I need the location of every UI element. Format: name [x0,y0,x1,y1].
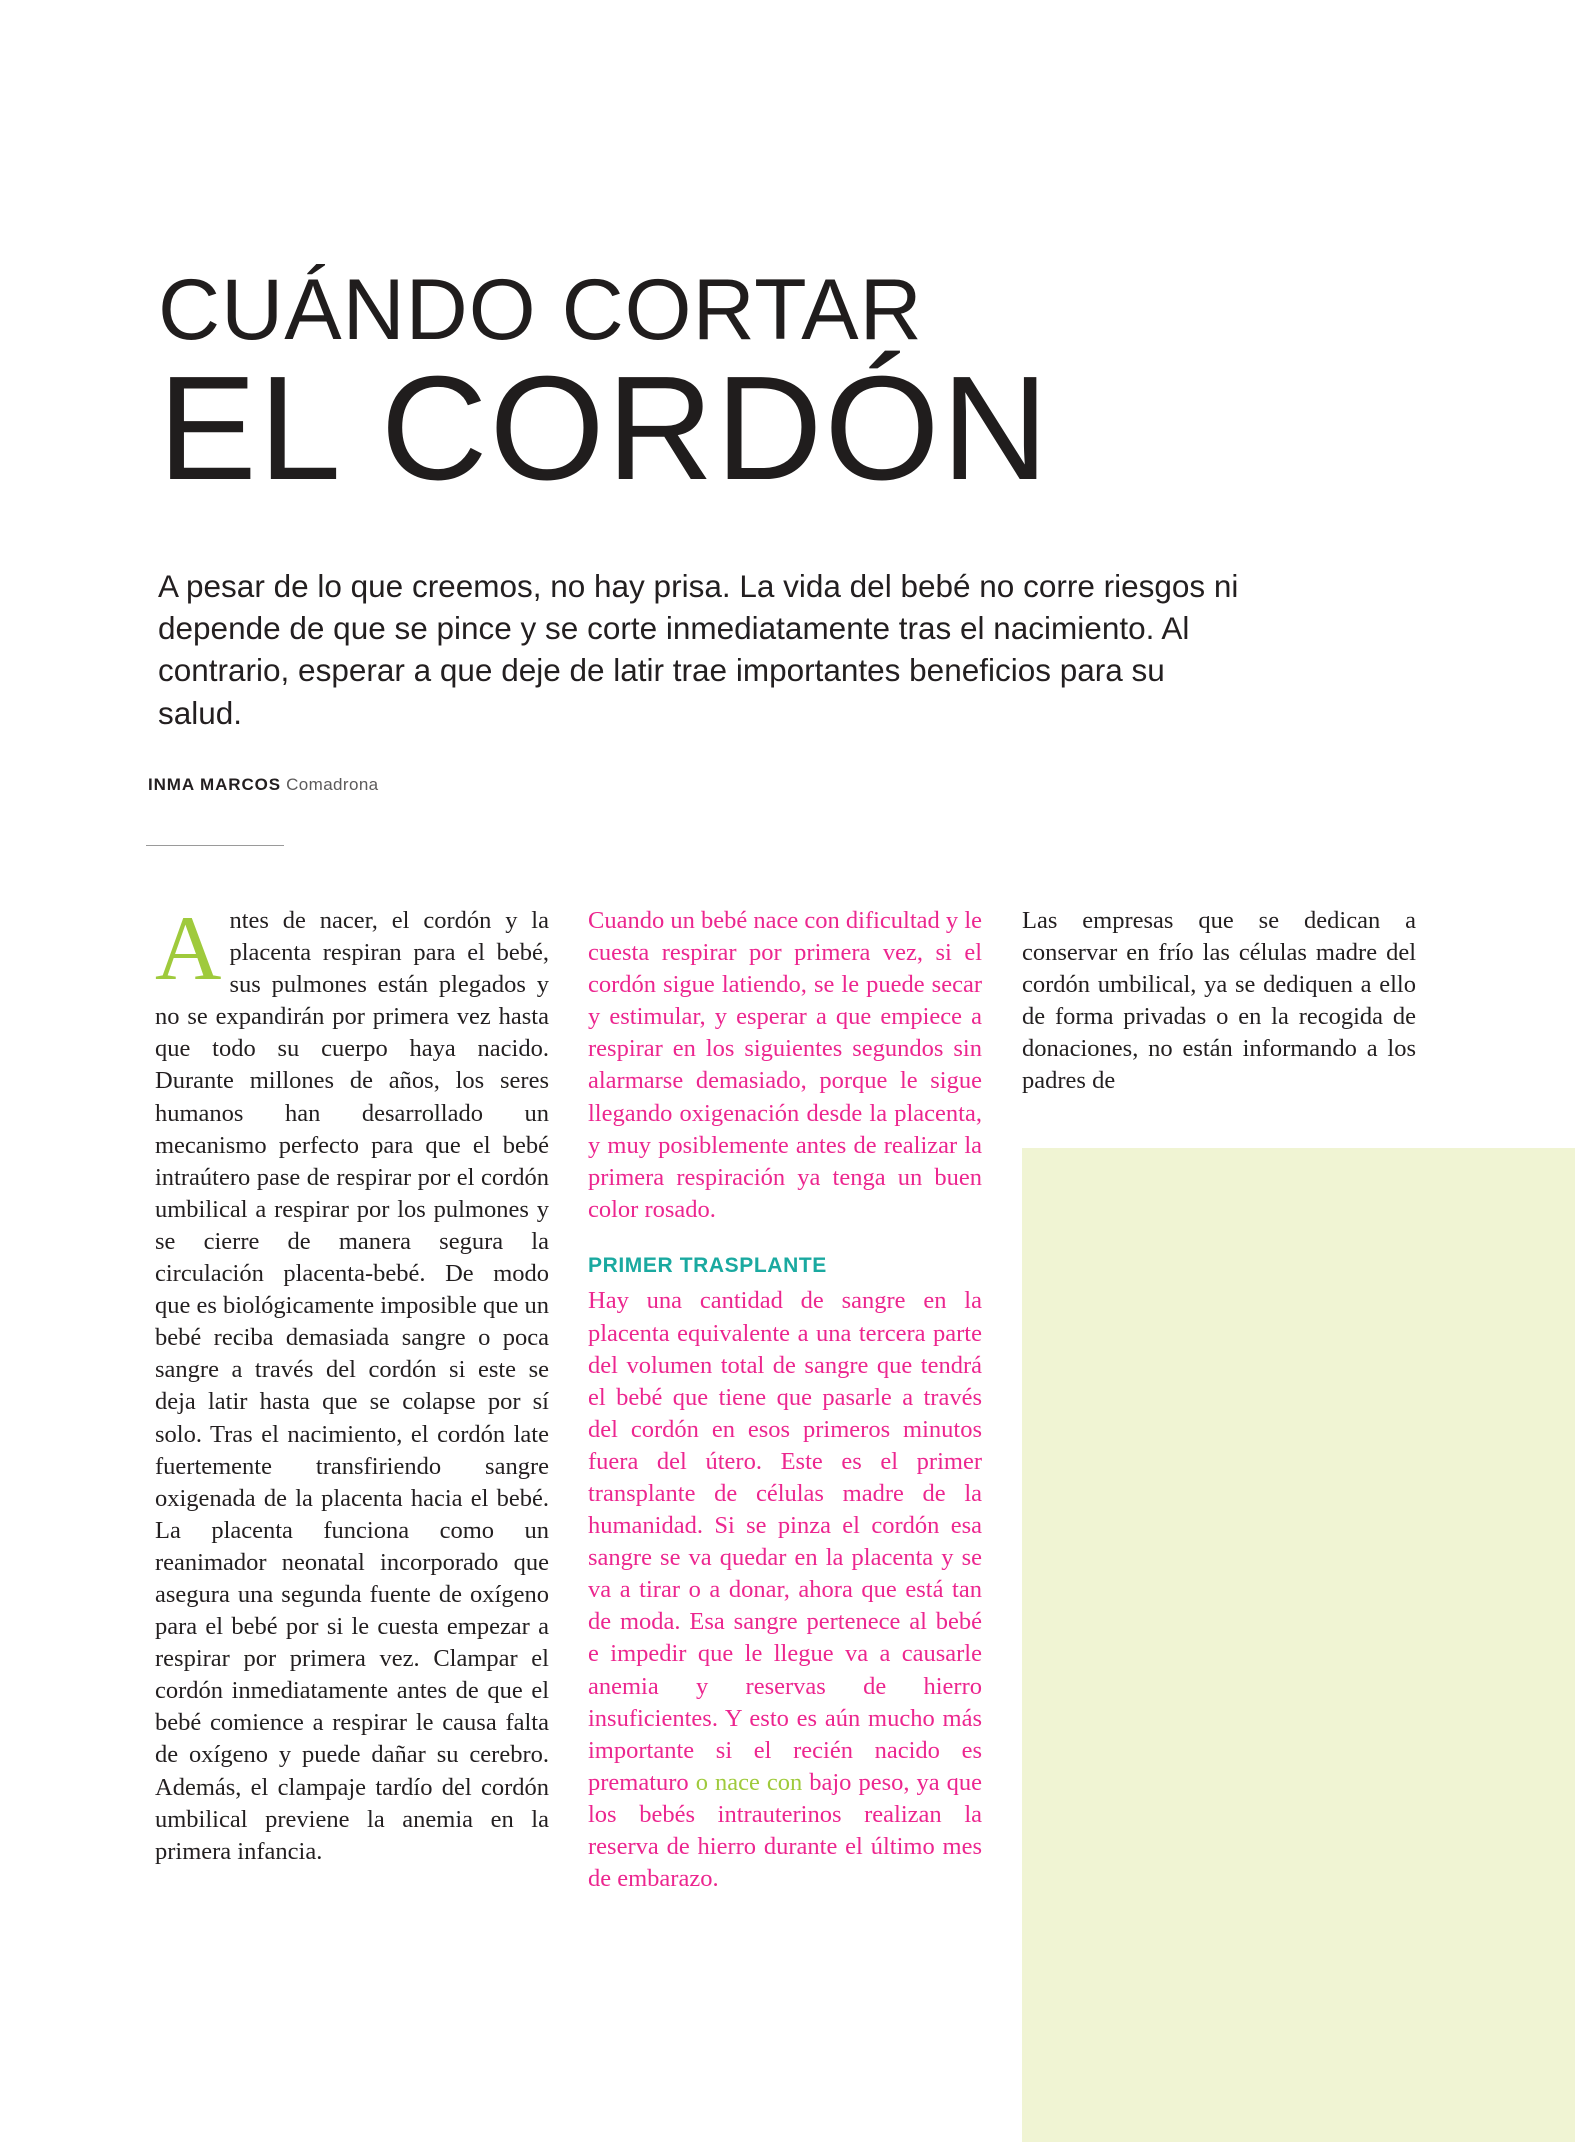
column-3-paragraph: Las empresas que se dedican a conservar en frío las células madre del cordón umbilical, ya se dediquen a ello de forma privadas o en la recogida de donaciones, no están informando a los padres de [1022,907,1416,1095]
column-2-paragraph-1: Cuando un bebé nace con dificultad y le cuesta respirar por primera vez, si el cordón sigue latiendo, se le puede secar y estimular, y esperar a que empiece a respirar en los siguientes segundos sin alarmarse demasiado, porque le sigue llegando oxigenación desde la placenta, y muy posiblemente antes de realizar la primera respiración ya tenga un buen color rosado. [588,907,982,1223]
article-standfirst: A pesar de lo que creemos, no hay prisa. La vida del bebé no corre riesgos ni depende de que se pince y se corte inmediatamente tras el nacimiento. Al contrario, esperar a que deje de latir trae importantes beneficios para su salud. [158,568,1239,731]
title-line-1: CUÁNDO CORTAR [158,262,923,358]
body-column-1 [155,897,549,1868]
column-2-paragraph-2 [588,1285,982,1895]
byline-divider [146,845,284,846]
byline-role: Comadrona [286,775,379,794]
decorative-tint-panel [1022,1148,1575,2142]
drop-cap: A [155,897,222,999]
column-2-text-after: bajo peso, ya que los bebés intrauterinos realizan la reserva de hierro durante el último mes de embarazo. [588,1768,983,1893]
byline-author: INMA MARCOS [148,775,281,794]
section-subhead: PRIMER TRASPLANTE [588,1253,827,1277]
column-1-text: ntes de nacer, el cordón y la placenta respiran para el bebé, sus pulmones están plegados y no se expandirán por primera vez hasta que todo su cuerpo haya nacido. Durante millones de años, los seres humanos han desarrollado un mecanismo perfecto para que el bebé intraútero pase de respirar por el cordón umbilical a respirar por los pulmones y se cierre de manera segura la circulación placenta-bebé. De modo que es biológicamente imposible que un bebé reciba demasiada sangre o poca sangre a través del cordón si este se deja latir hasta que se colapse por sí solo. Tras el nacimiento, el cordón late fuertemente transfiriendo sangre oxigenada de la placenta hacia el bebé. La placenta funciona como un reanimador neonatal incorporado que asegura una segunda fuente de oxígeno para el bebé por si le cuesta empezar a respirar por primera vez. Clampar el cordón inmediatamente antes de que el bebé comience a respirar le causa falta de oxígeno y puede dañar su cerebro. Además, el clampaje tardío del cordón umbilical previene la anemia en la primera infancia. [155,907,549,1865]
column-2-text-before: Hay una cantidad de sangre en la placenta equivalente a una tercera parte del volumen total de sangre que tendrá el bebé que tiene que pasarle a través del cordón en esos primeros minutos fuera del útero. Este es el primer transplante de células madre de la humanidad. Si se pinza el cordón esa sangre se va quedar en la placenta y se va a tirar o a donar, ahora que está tan de moda. Esa sangre pertenece al bebé e impedir que le llegue va a causarle anemia y reservas de hierro insuficientes. Y esto es aún mucho más importante si el recién nacido es prematuro [588,1287,982,1796]
article-title [158,262,1268,512]
body-column-2 [588,905,982,1895]
body-column-3 [1022,905,1416,1098]
column-2-highlight: o nace con [695,1768,803,1796]
title-line-2: EL CORDÓN [158,346,1051,512]
column-1-paragraph [155,897,549,1868]
byline [148,775,379,795]
